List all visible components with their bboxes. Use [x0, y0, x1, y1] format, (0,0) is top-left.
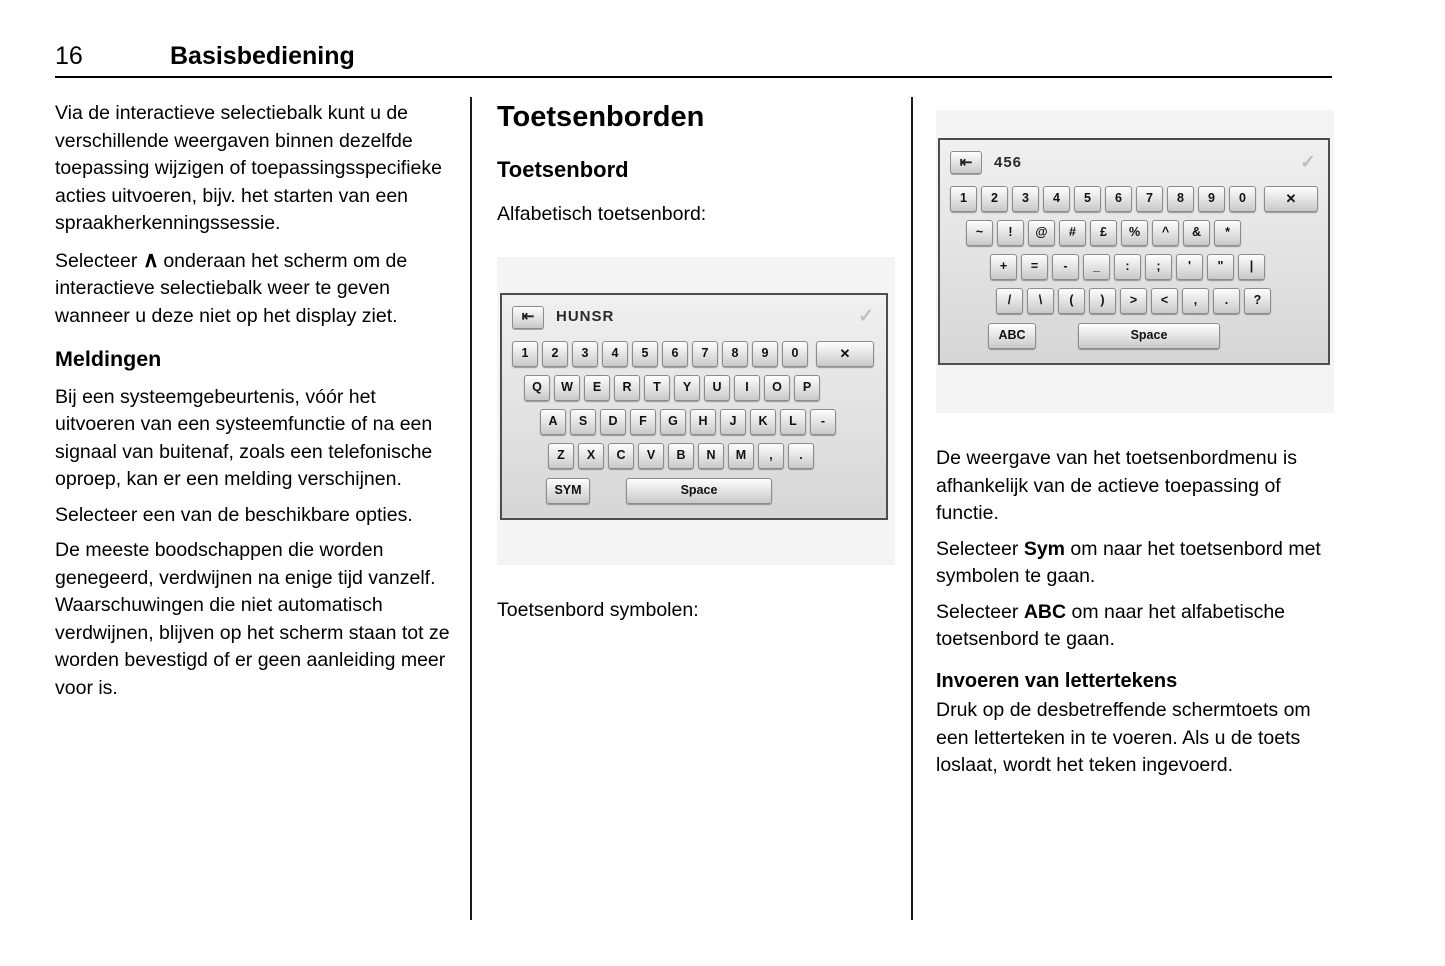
key-H: H [690, 409, 716, 435]
paragraph-boodschappen: De meeste boodschappen die worden genegeerd, verdwijnen na enige tijd vanzelf. Waarschuwingen die niet automatisch verdwijnen, blijven op het scherm staan tot ze worden bevestigd of er geen aanleiding meer voor is. [55, 539, 450, 699]
keyboard-row-qwerty [502, 375, 886, 401]
key-Z: Z [548, 443, 574, 469]
key-J: J [720, 409, 746, 435]
digit-keys [950, 186, 1256, 212]
key-L: L [780, 409, 806, 435]
key-A: A [540, 409, 566, 435]
key-F: F [630, 409, 656, 435]
key--: - [1052, 254, 1079, 280]
paragraph-text: om naar het toetsenbord met symbolen te gaan. [936, 537, 1321, 587]
paragraph-text: Selecteer [55, 249, 143, 272]
key-C: C [608, 443, 634, 469]
key-D: D [600, 409, 626, 435]
key-I: I [734, 375, 760, 401]
key-G: G [660, 409, 686, 435]
key->: > [1120, 288, 1147, 314]
caption-alfabetisch-toetsenbord: Alfabetisch toetsenbord: [497, 203, 707, 225]
backspace-key: ✕ [1264, 186, 1318, 212]
symbol-keyboard-illustration [936, 110, 1334, 413]
letter-keys [540, 409, 836, 435]
keyboard-top-bar [940, 140, 1328, 178]
keyboard-input-value: HUNSR [556, 308, 615, 326]
key-T: T [644, 375, 670, 401]
key-U: U [704, 375, 730, 401]
keyboard-row-symbols-1 [940, 220, 1328, 246]
column-right [936, 100, 1342, 788]
symbol-keys [966, 220, 1241, 246]
back-icon: ⇤ [950, 151, 982, 174]
heading-meldingen: Meldingen [55, 347, 162, 371]
keyboard-input-value: 456 [994, 153, 1023, 171]
chevron-up-icon: ∧ [142, 246, 158, 272]
key-R: R [614, 375, 640, 401]
column-middle [497, 100, 903, 624]
key-7: 7 [692, 341, 718, 367]
key-+: + [990, 254, 1017, 280]
letter-keys [524, 375, 820, 401]
back-icon: ⇤ [512, 306, 544, 329]
key-.: . [788, 443, 814, 469]
keyboard-row-bottom [502, 478, 886, 504]
key-2: 2 [981, 186, 1008, 212]
symbol-keys [996, 288, 1271, 314]
paragraph-selecteer-abc [936, 599, 1342, 654]
subheading-toetsenbord: Toetsenbord [497, 156, 629, 182]
column-separator-right [911, 97, 913, 920]
key-?: ? [1244, 288, 1271, 314]
key-£: £ [1090, 220, 1117, 246]
key--: - [810, 409, 836, 435]
letter-keys [548, 443, 814, 469]
key-M: M [728, 443, 754, 469]
key-': ' [1176, 254, 1203, 280]
key-!: ! [997, 220, 1024, 246]
key-7: 7 [1136, 186, 1163, 212]
key-2: 2 [542, 341, 568, 367]
keyboard-row-symbols-2 [940, 254, 1328, 280]
key-4: 4 [602, 341, 628, 367]
key-_: _ [1083, 254, 1110, 280]
key-P: P [794, 375, 820, 401]
key-;: ; [1145, 254, 1172, 280]
paragraph-opties: Selecteer een van de beschikbare opties. [55, 503, 413, 526]
key-W: W [554, 375, 580, 401]
key-): ) [1089, 288, 1116, 314]
keyboard-row-zxcv [502, 443, 886, 469]
key-*: * [1214, 220, 1241, 246]
key-.: . [1213, 288, 1240, 314]
key-V: V [638, 443, 664, 469]
header-divider [55, 76, 1332, 78]
paragraph-selectiebalk: Via de interactieve selectiebalk kunt u de verschillende weergaven binnen dezelfde toepassing wijzigen of toepassingsspecifieke acties uitvoeren, bijv. het starten van een spraakherkenningssessie. [55, 102, 442, 234]
key-": " [1207, 254, 1234, 280]
key-9: 9 [752, 341, 778, 367]
key-O: O [764, 375, 790, 401]
confirm-check-icon: ✓ [858, 306, 874, 328]
paragraph-text: Selecteer [936, 600, 1024, 623]
key-^: ^ [1152, 220, 1179, 246]
paragraph-selecteer-chevron [55, 246, 461, 331]
key-5: 5 [632, 341, 658, 367]
keyboard-row-digits [940, 186, 1328, 212]
key-6: 6 [1105, 186, 1132, 212]
key-%: % [1121, 220, 1148, 246]
paragraph-selecteer-sym [936, 536, 1342, 591]
heading-toetsenborden: Toetsenborden [497, 101, 705, 133]
keyboard-row-bottom [940, 323, 1328, 349]
backspace-key: ✕ [816, 341, 874, 367]
column-separator-left [470, 97, 472, 920]
key-X: X [578, 443, 604, 469]
key-@: @ [1028, 220, 1055, 246]
key-,: , [1182, 288, 1209, 314]
alpha-keyboard-panel [500, 293, 888, 520]
key-:: : [1114, 254, 1141, 280]
alpha-keyboard-illustration [497, 257, 895, 565]
key-S: S [570, 409, 596, 435]
key-N: N [698, 443, 724, 469]
key-3: 3 [572, 341, 598, 367]
key-(: ( [1058, 288, 1085, 314]
paragraph-text: Selecteer [936, 537, 1024, 560]
abc-key: ABC [988, 323, 1036, 349]
paragraph-weergave: De weergave van het toetsenbordmenu is afhankelijk van de actieve toepassing of functie. [936, 447, 1297, 524]
key-#: # [1059, 220, 1086, 246]
key-~: ~ [966, 220, 993, 246]
sym-key: SYM [546, 478, 590, 504]
symbol-keyboard-panel [938, 138, 1330, 365]
key-6: 6 [662, 341, 688, 367]
key-1: 1 [950, 186, 977, 212]
abc-label-bold: ABC [1023, 600, 1067, 623]
keyboard-row-digits [502, 341, 886, 367]
paragraph-druk-op: Druk op de desbetreffende schermtoets om een letterteken in te voeren. Als u de toets loslaat, wordt het teken ingevoerd. [936, 699, 1311, 776]
key-8: 8 [722, 341, 748, 367]
symbol-keys [990, 254, 1265, 280]
digit-keys [512, 341, 808, 367]
key-4: 4 [1043, 186, 1070, 212]
key-&: & [1183, 220, 1210, 246]
key-9: 9 [1198, 186, 1225, 212]
confirm-check-icon: ✓ [1300, 151, 1316, 173]
sym-label-bold: Sym [1023, 537, 1066, 560]
key-1: 1 [512, 341, 538, 367]
key-K: K [750, 409, 776, 435]
key-Q: Q [524, 375, 550, 401]
keyboard-top-bar [502, 295, 886, 333]
paragraph-text: onderaan het scherm om de interactieve selectiebalk weer te geven wanneer u deze niet op het display ziet. [55, 249, 408, 327]
space-key: Space [1078, 323, 1220, 349]
key-0: 0 [782, 341, 808, 367]
heading-invoeren-lettertekens: Invoeren van lettertekens [936, 669, 1178, 692]
keyboard-row-asdf [502, 409, 886, 435]
paragraph-systeemgebeurtenis: Bij een systeemgebeurtenis, vóór het uitvoeren van een systeemfunctie of na een signaal van buitenaf, zoals een telefonische oproep, kan er een melding verschijnen. [55, 385, 433, 490]
page-title: Basisbediening [170, 42, 355, 70]
paragraph-text: om naar het alfabetische toetsenbord te gaan. [936, 600, 1286, 650]
caption-toetsenbord-symbolen: Toetsenbord symbolen: [497, 598, 699, 621]
key-<: < [1151, 288, 1178, 314]
page-number: 16 [55, 42, 83, 70]
key-|: | [1238, 254, 1265, 280]
key-/: / [996, 288, 1023, 314]
key-,: , [758, 443, 784, 469]
key-5: 5 [1074, 186, 1101, 212]
key-0: 0 [1229, 186, 1256, 212]
key-E: E [584, 375, 610, 401]
key-=: = [1021, 254, 1048, 280]
key-Y: Y [674, 375, 700, 401]
key-3: 3 [1012, 186, 1039, 212]
key-8: 8 [1167, 186, 1194, 212]
column-left [55, 100, 461, 710]
keyboard-row-symbols-3 [940, 288, 1328, 314]
key-\: \ [1027, 288, 1054, 314]
key-B: B [668, 443, 694, 469]
space-key: Space [626, 478, 772, 504]
